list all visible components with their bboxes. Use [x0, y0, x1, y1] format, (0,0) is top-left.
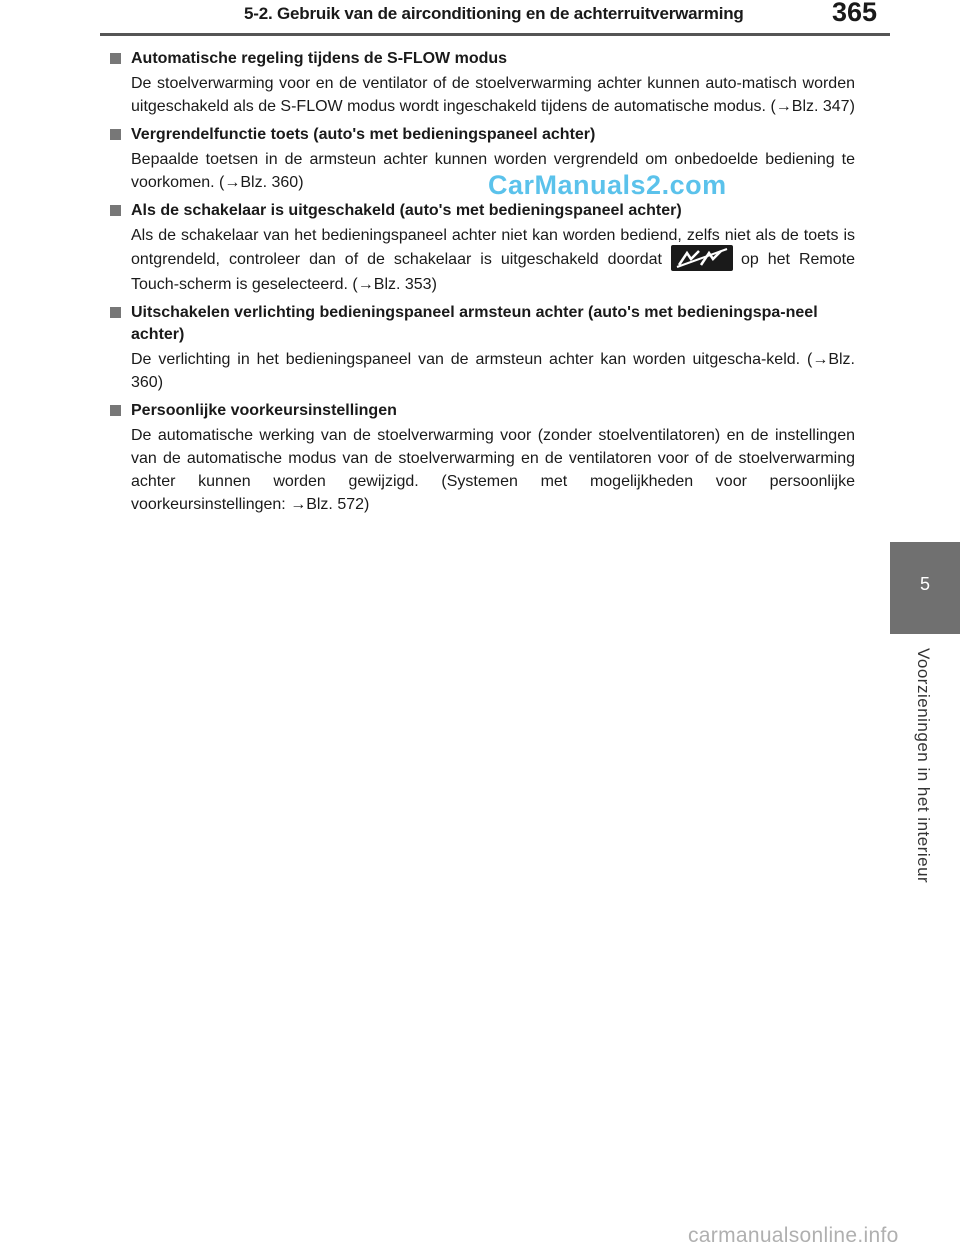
reference-arrow: → — [812, 351, 829, 368]
body-text-span: Blz. 572) — [306, 496, 370, 513]
section-heading — [110, 302, 855, 346]
square-bullet-icon — [110, 405, 121, 416]
watermark-top: CarManuals2.com — [488, 170, 727, 200]
body-text-span: op het Remote Touch-scherm is geselecteerd. ( — [131, 251, 856, 293]
heading-text: Vergrendelfunctie toets (auto's met bedieningspaneel achter) — [131, 126, 596, 143]
chapter-number: 5 — [919, 574, 930, 594]
section-3 — [110, 200, 855, 296]
reference-arrow: → — [357, 276, 374, 293]
reference-arrow: → — [290, 496, 307, 513]
main-content — [110, 48, 855, 522]
heading-text: Automatische regeling tijdens de S-FLOW modus — [131, 50, 508, 67]
chapter-label: Voorzieningen in het interieur — [914, 648, 933, 884]
section-1 — [110, 48, 855, 118]
section-body — [131, 224, 855, 296]
body-text-span: Blz. 353) — [373, 276, 437, 293]
section-5 — [110, 400, 855, 516]
body-text-span: Blz. 347) — [791, 98, 855, 115]
body-text-span: Blz. 360) — [131, 351, 855, 391]
seat-button-icon — [671, 245, 733, 271]
body-text-span: De stoelverwarming voor en de ventilator of de stoelverwarming achter kunnen auto-matisch worden uitgeschakeld als de S-FLOW modus wordt ingeschakeld tijdens de automatische modus. ( — [131, 75, 855, 115]
body-text-span: De verlichting in het bedieningspaneel van de armsteun achter kan worden uitgescha-keld. ( — [131, 351, 813, 368]
body-text-span: Bepaalde toetsen in de armsteun achter kunnen worden vergrendeld om onbedoelde bediening te voorkomen. ( — [131, 151, 855, 191]
section-body — [131, 348, 855, 394]
section-heading — [110, 400, 855, 422]
page-header — [0, 0, 960, 36]
reference-arrow: → — [224, 174, 241, 191]
square-bullet-icon — [110, 129, 121, 140]
section-heading — [110, 48, 855, 70]
square-bullet-icon — [110, 53, 121, 64]
section-heading — [110, 200, 855, 222]
chapter-tab[interactable] — [890, 542, 960, 634]
heading-text: Als de schakelaar is uitgeschakeld (auto's met bedieningspaneel achter) — [131, 202, 682, 219]
section-body — [131, 72, 855, 118]
section-2 — [110, 124, 855, 194]
section-title: 5-2. Gebruik van de airconditioning en de achterruitverwarming — [244, 4, 744, 23]
section-body — [131, 424, 855, 516]
reference-arrow: → — [775, 98, 792, 115]
page-number: 365 — [832, 0, 878, 27]
square-bullet-icon — [110, 205, 121, 216]
section-heading — [110, 124, 855, 146]
square-bullet-icon — [110, 307, 121, 318]
heading-text: Persoonlijke voorkeursinstellingen — [131, 402, 397, 419]
watermark-bottom: carmanualsonline.info — [688, 1224, 899, 1247]
header-divider — [100, 33, 890, 36]
body-text-span: Als de schakelaar van het bedieningspaneel achter niet kan worden bediend, zelfs niet als de toets is ontgrendeld, controleer dan of de schakelaar is uitgeschakeld doordat — [131, 227, 855, 269]
section-4 — [110, 302, 855, 394]
body-text-span: De automatische werking van de stoelverwarming voor (zonder stoelventilatoren) en de instellingen van de automatische modus van de stoelverwarming en de ventilatoren voor of de stoelverwarming achter kunnen worden gewijzigd. (Systemen met mogelijkheden voor persoonlijke voorkeursinstellingen: — [131, 427, 855, 513]
body-text-span: Blz. 360) — [240, 174, 304, 191]
heading-text: Uitschakelen verlichting bedieningspaneel armsteun achter (auto's met bedieningspa-neel achter) — [131, 304, 818, 343]
